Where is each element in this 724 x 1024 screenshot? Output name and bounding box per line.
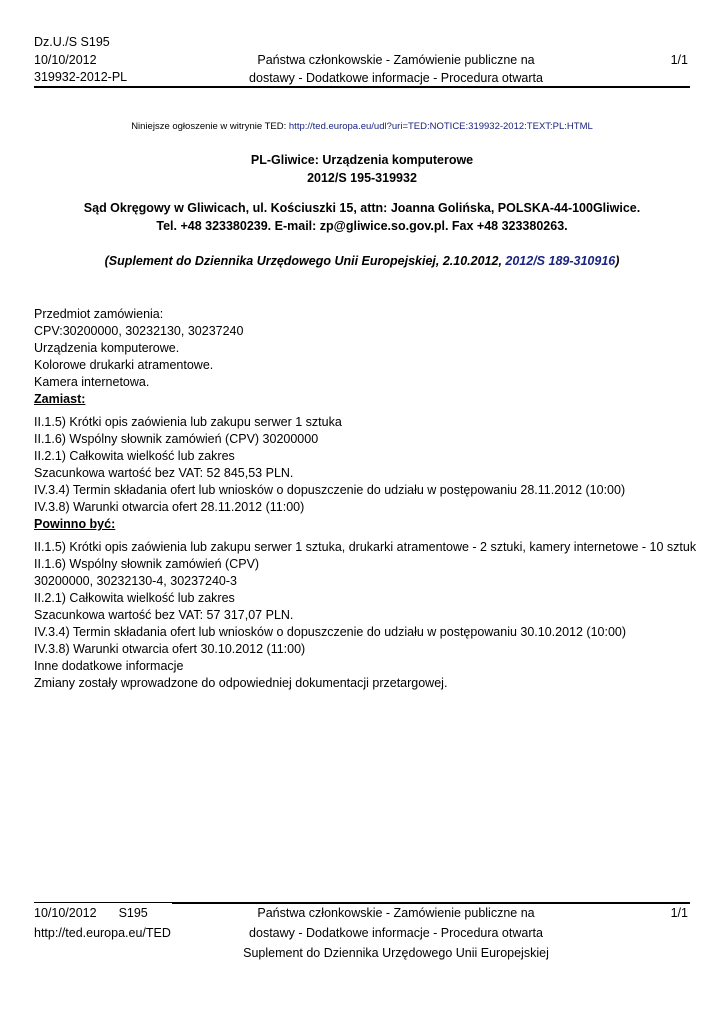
subject-item: Urządzenia komputerowe.: [34, 341, 180, 355]
instead-heading: Zamiast:: [34, 392, 86, 406]
header-title-line-1: Państwa członkowskie - Zamówienie publiczne na: [257, 53, 535, 67]
authority-phone-email: Tel. +48 323380239. E-mail: zp@gliwice.so.gov.pl. Fax +48 323380263.: [156, 219, 568, 233]
contracting-authority: [0, 199, 724, 235]
should-be-line: II.2.1) Całkowita wielkość lub zakres: [34, 591, 235, 605]
subject-label: Przedmiot zamówienia:: [34, 307, 164, 321]
notice-title-line: PL-Gliwice: Urządzenia komputerowe: [250, 153, 474, 167]
header-notice-id: 319932-2012-PL: [34, 70, 128, 84]
ted-notice-prefix: Niniejsze ogłoszenie w witrynie TED:: [131, 121, 289, 132]
ted-notice-link[interactable]: http://ted.europa.eu/udl?uri=TED:NOTICE:319932-2012:TEXT:PL:HTML: [288, 121, 593, 132]
should-be-line: IV.3.4) Termin składania ofert lub wniosków o dopuszczenie do udziału w postępowaniu 30.10.2012 (10:00): [34, 625, 627, 639]
footer-title: [200, 903, 592, 963]
footer-page-number: 1/1: [670, 906, 688, 920]
footer-date: 10/10/2012: [34, 906, 97, 920]
authority-address: Sąd Okręgowy w Gliwicach, ul. Kościuszki 15, attn: Joanna Golińska, POLSKA-44-100Gliwice.: [83, 201, 641, 215]
footer-series: S195: [118, 906, 148, 920]
notice-number: 2012/S 195-319932: [307, 171, 417, 185]
subject-item: Kamera internetowa.: [34, 375, 150, 389]
instead-line: Szacunkowa wartość bez VAT: 52 845,53 PLN.: [34, 466, 294, 480]
header-journal-ref: Dz.U./S S195: [34, 35, 110, 49]
should-be-line: Szacunkowa wartość bez VAT: 57 317,07 PLN.: [34, 608, 294, 622]
should-be-heading: Powinno być:: [34, 517, 116, 531]
instead-line: IV.3.8) Warunki otwarcia ofert 28.11.2012 (11:00): [34, 500, 305, 514]
header-title: [200, 52, 592, 87]
instead-line: II.1.6) Wspólny słownik zamówień (CPV) 30200000: [34, 432, 319, 446]
footer-title-line-3: Suplement do Dziennika Urzędowego Unii Europejskiej: [243, 946, 549, 960]
footer-title-line-1: Państwa członkowskie - Zamówienie publiczne na: [257, 906, 535, 920]
supplement-link[interactable]: 2012/S 189-310916: [505, 254, 616, 268]
footer-title-line-2: dostawy - Dodatkowe informacje - Procedura otwarta: [249, 926, 543, 940]
header-title-line-2: dostawy - Dodatkowe informacje - Procedura otwarta: [249, 70, 543, 85]
header-divider: [34, 86, 690, 88]
should-be-line: Inne dodatkowe informacje: [34, 659, 184, 673]
should-be-line: IV.3.8) Warunki otwarcia ofert 30.10.2012 (11:00): [34, 642, 306, 656]
should-be-line: II.1.5) Krótki opis zaówienia lub zakupu serwer 1 sztuka, drukarki atramentowe - 2 sztuki, kamery internetowe - 10 sztuk: [34, 540, 697, 554]
should-be-line: 30200000, 30232130-4, 30237240-3: [34, 574, 237, 588]
header-page-number: 1/1: [670, 53, 688, 67]
instead-line: II.1.5) Krótki opis zaówienia lub zakupu serwer 1 sztuka: [34, 415, 342, 429]
instead-line: II.2.1) Całkowita wielkość lub zakres: [34, 449, 235, 463]
header-reference: [34, 34, 127, 87]
supplement-reference: [0, 254, 724, 268]
subject-item: Kolorowe drukarki atramentowe.: [34, 358, 214, 372]
should-be-line: Zmiany zostały wprowadzone do odpowiedniej dokumentacji przetargowej.: [34, 676, 448, 690]
notice-body: [34, 306, 697, 692]
supplement-prefix: (Suplement do Dziennika Urzędowego Unii Europejskiej, 2.10.2012,: [104, 254, 506, 268]
notice-title: [0, 151, 724, 187]
footer-reference: [34, 903, 171, 943]
header-date: 10/10/2012: [34, 52, 97, 67]
subject-cpv: CPV:30200000, 30232130, 30237240: [34, 324, 244, 338]
supplement-suffix: ): [615, 254, 620, 268]
should-be-line: II.1.6) Wspólny słownik zamówień (CPV): [34, 557, 260, 571]
ted-notice-line: [0, 121, 724, 132]
instead-line: IV.3.4) Termin składania ofert lub wniosków o dopuszczenie do udziału w postępowaniu 28.11.2012 (10:00): [34, 483, 626, 497]
footer-url: http://ted.europa.eu/TED: [34, 926, 171, 940]
